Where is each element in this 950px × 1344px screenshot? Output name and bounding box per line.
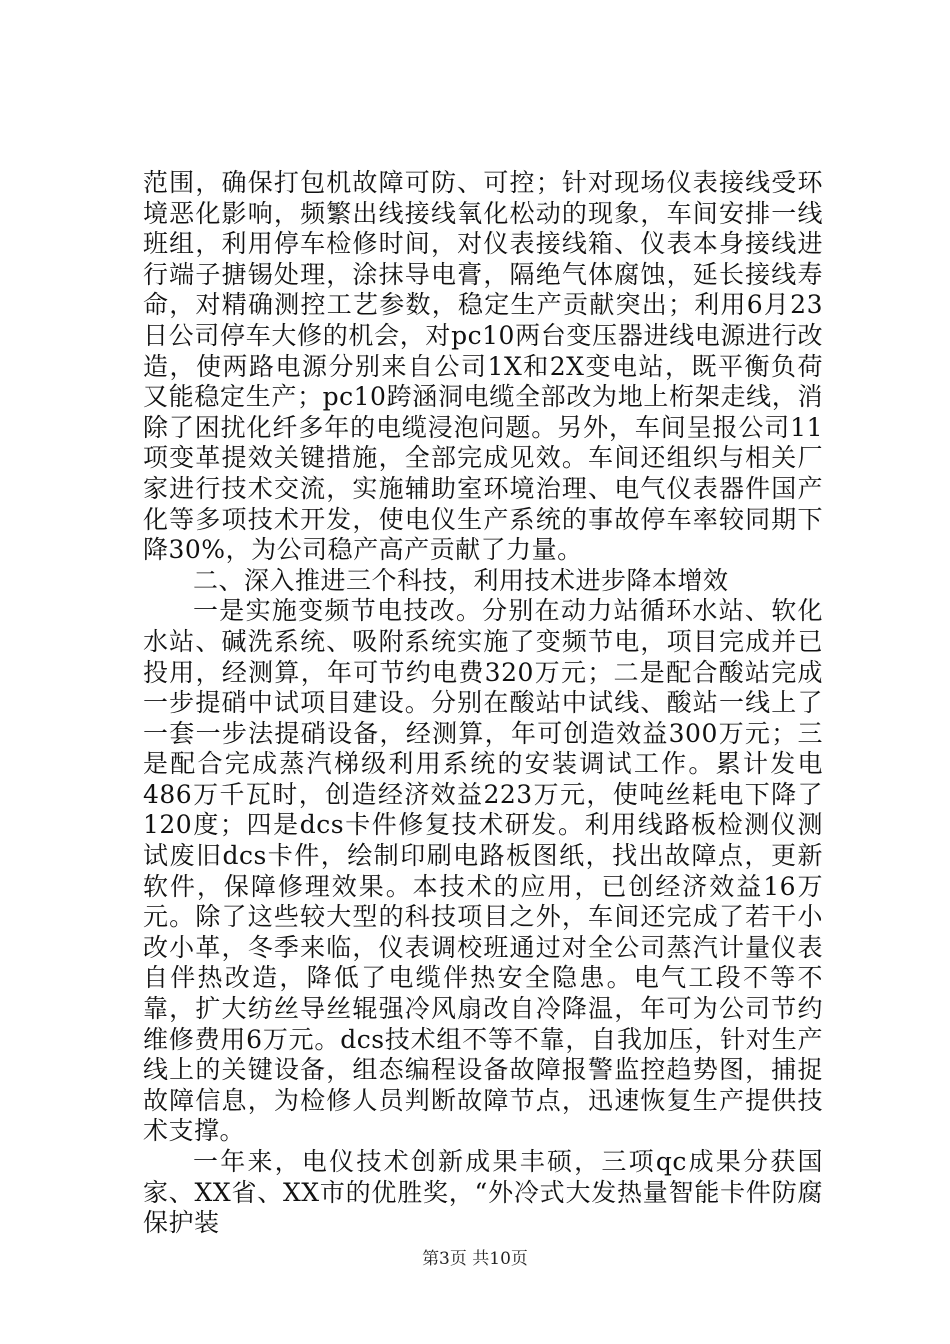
- page-number-footer: 第3页 共10页: [422, 1249, 528, 1269]
- paragraph-tech-projects: 一是实施变频节电技改。分别在动力站循环水站、软化水站、碱洗系统、吸附系统实施了变频节电，项目完成并已投用，经测算，年可节约电费320万元；二是配合酸站完成一步提硝中试项目建设。分别在酸站中试线、酸站一线上了一套一步法提硝设备，经测算，年可创造效益300万元；三是配合完成蒸汽梯级利用系统的安装调试工作。累计发电486万千瓦时，创造经济效益223万元，使吨丝耗电下降了120度；四是dcs卡件修复技术研发。利用线路板检测仪测试废旧dcs卡件，绘制印刷电路板图纸，找出故障点，更新软件，保障修理效果。本技术的应用，已创经济效益16万元。除了这些较大型的科技项目之外，车间还完成了若干小改小革，冬季来临，仪表调校班通过对全公司蒸汽计量仪表自伴热改造，降低了电缆伴热安全隐患。电气工段不等不靠，扩大纺丝导丝辊强冷风扇改自冷降温，年可为公司节约维修费用6万元。dcs技术组不等不靠，自我加压，针对生产线上的关键设备，组态编程设备故障报警监控趋势图，捕捉故障信息，为检修人员判断故障节点，迅速恢复生产提供技术支撑。: [143, 596, 823, 1146]
- paragraph-continuation: 范围，确保打包机故障可防、可控；针对现场仪表接线受环境恶化影响，频繁出线接线氧化松动的现象，车间安排一线班组，利用停车检修时间，对仪表接线箱、仪表本身接线进行端子搪锡处理，涂抹导电膏，隔绝气体腐蚀，延长接线寿命，对精确测控工艺参数，稳定生产贡献突出；利用6月23日公司停车大修的机会，对pc10两台变压器进线电源进行改造，使两路电源分别来自公司1X和2X变电站，既平衡负荷又能稳定生产；pc10跨涵洞电缆全部改为地上桁架走线，消除了困扰化纤多年的电缆浸泡问题。另外，车间呈报公司11项变革提效关键措施，全部完成见效。车间还组织与相关厂家进行技术交流，实施辅助室环境治理、电气仪表器件国产化等多项技术开发，使电仪生产系统的事故停车率较同期下降30%，为公司稳产高产贡献了力量。: [143, 168, 823, 565]
- document-body: [143, 168, 823, 1239]
- paragraph-achievements: 一年来，电仪技术创新成果丰硕，三项qc成果分获国家、XX省、XX市的优胜奖，“外冷式大发热量智能卡件防腐保护装: [143, 1147, 823, 1238]
- section-heading: 二、深入推进三个科技，利用技术进步降本增效: [193, 565, 729, 595]
